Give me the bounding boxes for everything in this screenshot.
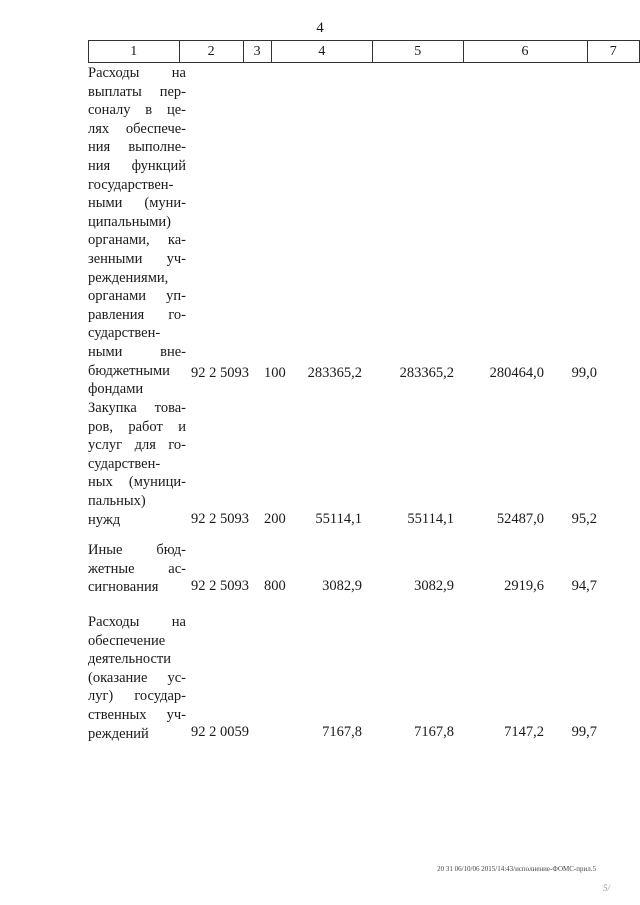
row-description <box>88 541 186 597</box>
corner-mark: 5/ <box>602 883 610 893</box>
header-cell-4: 4 <box>271 41 372 63</box>
expense-type-code: 800 <box>264 578 286 594</box>
desc-line: (оказание ус- <box>88 669 186 686</box>
value-col-6: 280464,0 <box>489 365 544 381</box>
page-number: 4 <box>316 20 324 36</box>
desc-line: ных (муници- <box>88 474 186 491</box>
header-cell-1: 1 <box>89 41 180 63</box>
desc-line: зенными уч- <box>88 250 186 267</box>
value-col-6: 2919,6 <box>504 578 544 594</box>
value-col-5: 3082,9 <box>414 578 454 594</box>
header-cell-6: 6 <box>463 41 587 63</box>
desc-line: жетные ас- <box>88 560 186 577</box>
desc-line: бюджетными <box>88 362 170 379</box>
desc-line: ров, работ и <box>88 418 186 435</box>
desc-line: Иные бюд- <box>88 542 186 558</box>
desc-line: обеспечение <box>88 632 166 649</box>
desc-line: ния функций <box>88 157 186 174</box>
value-col-4: 7167,8 <box>322 724 362 740</box>
desc-line: ния выполне- <box>88 139 186 156</box>
file-path-stamp: 20 31 06/10/06 2015/14:43/исполнение-ФОМС-прил.5 <box>437 865 596 873</box>
value-col-4: 55114,1 <box>315 511 362 527</box>
header-cell-3: 3 <box>243 41 271 63</box>
desc-line: услуг для го- <box>88 437 186 454</box>
desc-line: ными вне- <box>88 343 186 360</box>
desc-line: фондами <box>88 381 144 398</box>
desc-line: сударствен- <box>88 325 161 342</box>
desc-line: соналу в це- <box>88 102 186 119</box>
header-cell-7: 7 <box>587 41 639 63</box>
row-description <box>88 64 186 399</box>
desc-line: Закупка това- <box>88 400 186 416</box>
value-col-4: 283365,2 <box>307 365 362 381</box>
budget-code: 92 2 5093 <box>191 365 249 381</box>
value-col-5: 55114,1 <box>407 511 454 527</box>
value-col-5: 7167,8 <box>414 724 454 740</box>
desc-line: выплаты пер- <box>88 83 186 100</box>
desc-line: ципальными) <box>88 213 171 230</box>
desc-line: Расходы на <box>88 614 186 630</box>
column-number-header <box>88 40 640 63</box>
desc-line: лях обеспече- <box>88 120 186 137</box>
header-cell-5: 5 <box>373 41 464 63</box>
desc-line: равления го- <box>88 306 186 323</box>
value-col-6: 52487,0 <box>496 511 544 527</box>
desc-line: сигнования <box>88 579 159 596</box>
header-cell-2: 2 <box>179 41 243 63</box>
desc-line: органами, ка- <box>88 232 186 249</box>
value-col-5: 283365,2 <box>399 365 454 381</box>
desc-line: реждениями, <box>88 269 169 286</box>
desc-line: органами уп- <box>88 288 186 305</box>
desc-line: ственных уч- <box>88 706 186 723</box>
budget-code: 92 2 5093 <box>191 511 249 527</box>
desc-line: пальных) <box>88 492 146 509</box>
row-description <box>88 399 186 529</box>
desc-line: государствен- <box>88 176 174 193</box>
expense-type-code: 100 <box>264 365 286 381</box>
desc-line: Расходы на <box>88 65 186 81</box>
value-col-4: 3082,9 <box>322 578 362 594</box>
desc-line: нужд <box>88 511 121 528</box>
budget-code: 92 2 5093 <box>191 578 249 594</box>
desc-line: сударствен- <box>88 455 161 472</box>
desc-line: ными (муни- <box>88 195 186 212</box>
value-col-6: 7147,2 <box>504 724 544 740</box>
value-col-7: 99,7 <box>571 724 597 740</box>
desc-line: деятельности <box>88 651 172 668</box>
value-col-7: 94,7 <box>571 578 597 594</box>
value-col-7: 95,2 <box>571 511 597 527</box>
value-col-7: 99,0 <box>571 365 597 381</box>
row-description <box>88 613 186 743</box>
expense-type-code: 200 <box>264 511 286 527</box>
budget-code: 92 2 0059 <box>191 724 249 740</box>
desc-line: реждений <box>88 725 149 742</box>
desc-line: луг) государ- <box>88 688 186 705</box>
